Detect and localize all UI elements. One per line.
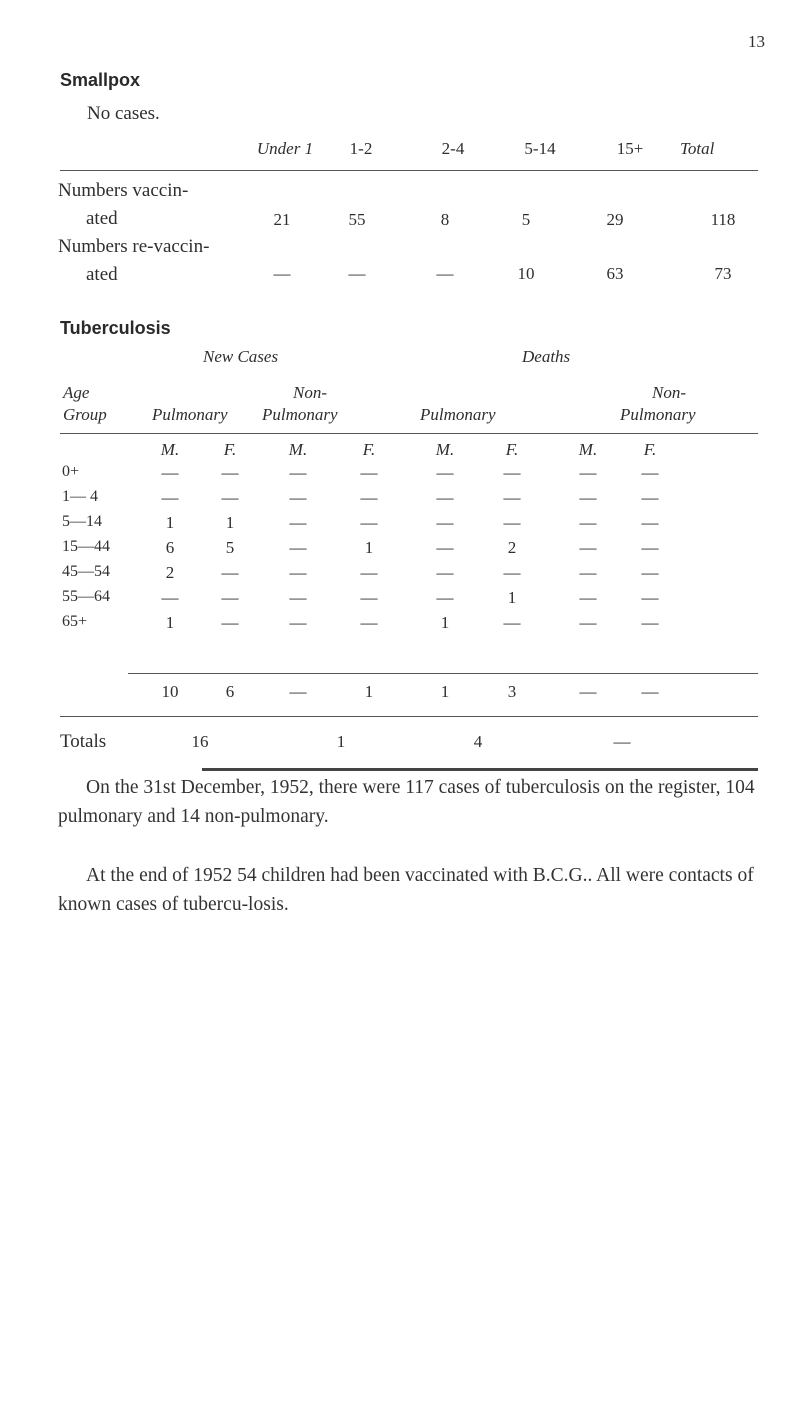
- table-cell: —: [348, 264, 366, 283]
- sex-header: F.: [505, 440, 519, 459]
- table-cell: 21: [273, 210, 291, 229]
- row-label: ated: [86, 264, 118, 285]
- age-group-label: 55—64: [62, 588, 110, 605]
- subtotal-cell: 3: [507, 682, 517, 701]
- table-cell: —: [579, 588, 597, 607]
- table-cell: 10: [517, 264, 535, 283]
- table-cell: —: [579, 563, 597, 582]
- age-group-label: 0+: [62, 463, 80, 480]
- table-cell: —: [273, 264, 291, 283]
- table-cell: —: [289, 463, 307, 482]
- sub-header: Pulmonary: [262, 405, 338, 424]
- table-cell: —: [221, 563, 239, 582]
- table-cell: —: [289, 563, 307, 582]
- table-cell: —: [161, 488, 179, 507]
- subtotal-cell: —: [289, 682, 307, 701]
- table-cell: —: [221, 463, 239, 482]
- table-cell: —: [641, 538, 659, 557]
- table-cell: 1: [364, 538, 374, 557]
- table-rule: [128, 673, 758, 674]
- subtotal-cell: 1: [364, 682, 374, 701]
- table-cell: —: [360, 613, 378, 632]
- table-cell: —: [579, 513, 597, 532]
- age-group-label: 15—44: [62, 538, 110, 555]
- smallpox-note: No cases.: [87, 103, 160, 124]
- table-cell: —: [579, 463, 597, 482]
- column-header: 2-4: [441, 139, 465, 158]
- age-group-label: 1— 4: [62, 488, 98, 505]
- table-cell: 5: [521, 210, 531, 229]
- table-cell: 29: [606, 210, 624, 229]
- subtotal-cell: 6: [225, 682, 235, 701]
- table-cell: —: [641, 563, 659, 582]
- age-group-label: 45—54: [62, 563, 110, 580]
- table-cell: —: [289, 613, 307, 632]
- subtotal-cell: 10: [161, 682, 179, 701]
- sex-header: M.: [288, 440, 308, 459]
- table-cell: 1: [507, 588, 517, 607]
- table-rule: [202, 768, 758, 771]
- table-cell: —: [641, 463, 659, 482]
- total-cell: —: [613, 732, 631, 751]
- table-cell: —: [436, 488, 454, 507]
- sex-header: M.: [578, 440, 598, 459]
- table-rule: [60, 433, 758, 434]
- table-rule: [60, 170, 758, 171]
- table-cell: 1: [225, 513, 235, 532]
- table-cell: —: [289, 513, 307, 532]
- table-cell: —: [161, 463, 179, 482]
- sex-header: F.: [223, 440, 237, 459]
- table-cell: —: [360, 588, 378, 607]
- table-cell: —: [436, 463, 454, 482]
- sex-header: F.: [362, 440, 376, 459]
- table-cell: —: [436, 563, 454, 582]
- age-group-label: 5—14: [62, 513, 102, 530]
- subtotal-cell: 1: [440, 682, 450, 701]
- total-cell: 4: [473, 732, 483, 751]
- table-cell: —: [641, 488, 659, 507]
- table-cell: —: [360, 513, 378, 532]
- table-cell: 55: [348, 210, 366, 229]
- table-cell: 1: [440, 613, 450, 632]
- sub-header: Non-: [652, 383, 686, 402]
- table-cell: 6: [165, 538, 175, 557]
- age-header: Age: [63, 383, 90, 402]
- group-header-new-cases: New Cases: [203, 347, 279, 366]
- row-label: Numbers vaccin-: [58, 180, 189, 201]
- table-cell: —: [641, 513, 659, 532]
- table-cell: 1: [165, 613, 175, 632]
- table-cell: —: [436, 588, 454, 607]
- table-cell: —: [360, 463, 378, 482]
- group-header-deaths: Deaths: [522, 347, 571, 366]
- sub-header: Pulmonary: [152, 405, 228, 424]
- column-header: 15+: [616, 139, 644, 158]
- subtotal-cell: —: [641, 682, 659, 701]
- table-cell: —: [641, 588, 659, 607]
- age-header: Group: [63, 405, 107, 424]
- subtotal-cell: —: [579, 682, 597, 701]
- table-cell: 8: [440, 210, 450, 229]
- table-cell: —: [360, 488, 378, 507]
- table-rule: [60, 716, 758, 717]
- total-cell: 1: [336, 732, 346, 751]
- table-cell: 5: [225, 538, 235, 557]
- table-cell: —: [360, 563, 378, 582]
- totals-label: Totals: [60, 731, 107, 752]
- table-cell: —: [579, 488, 597, 507]
- table-cell: —: [221, 588, 239, 607]
- table-cell: —: [579, 538, 597, 557]
- column-header: 5-14: [524, 139, 556, 158]
- column-header: Total: [680, 139, 715, 158]
- table-cell: —: [503, 463, 521, 482]
- table-cell: 1: [165, 513, 175, 532]
- table-cell: 2: [507, 538, 517, 557]
- age-group-label: 65+: [62, 613, 88, 630]
- sub-header: Non-: [293, 383, 327, 402]
- table-cell: —: [289, 488, 307, 507]
- table-cell: 63: [606, 264, 624, 283]
- table-cell: —: [436, 513, 454, 532]
- table-cell: —: [503, 513, 521, 532]
- table-cell: —: [289, 588, 307, 607]
- table-cell: —: [161, 588, 179, 607]
- table-cell: —: [221, 488, 239, 507]
- page-number: 13: [748, 32, 765, 51]
- paragraph: On the 31st December, 1952, there were 117 cases of tuberculosis on the register, 104 pulmonary and 14 non-pulmonary.: [58, 777, 755, 827]
- sex-header: M.: [435, 440, 455, 459]
- column-header: Under 1: [256, 139, 314, 158]
- row-label: Numbers re-vaccin-: [58, 236, 210, 257]
- smallpox-heading: Smallpox: [60, 70, 141, 90]
- table-cell: —: [289, 538, 307, 557]
- table-cell: 118: [710, 210, 736, 229]
- table-cell: —: [436, 538, 454, 557]
- row-label: ated: [86, 208, 118, 229]
- table-cell: —: [221, 613, 239, 632]
- column-header: 1-2: [349, 139, 373, 158]
- table-cell: —: [503, 613, 521, 632]
- table-cell: —: [436, 264, 454, 283]
- table-cell: —: [579, 613, 597, 632]
- table-cell: 73: [714, 264, 732, 283]
- sub-header: Pulmonary: [620, 405, 696, 424]
- tuberculosis-heading: Tuberculosis: [60, 318, 171, 338]
- paragraph: At the end of 1952 54 children had been vaccinated with B.C.G.. All were contacts of known cases of tubercu-losis.: [58, 865, 754, 915]
- sub-header: Pulmonary: [420, 405, 496, 424]
- sex-header: F.: [643, 440, 657, 459]
- table-cell: —: [641, 613, 659, 632]
- table-cell: 2: [165, 563, 175, 582]
- sex-header: M.: [160, 440, 180, 459]
- total-cell: 16: [191, 732, 209, 751]
- table-cell: —: [503, 563, 521, 582]
- table-cell: —: [503, 488, 521, 507]
